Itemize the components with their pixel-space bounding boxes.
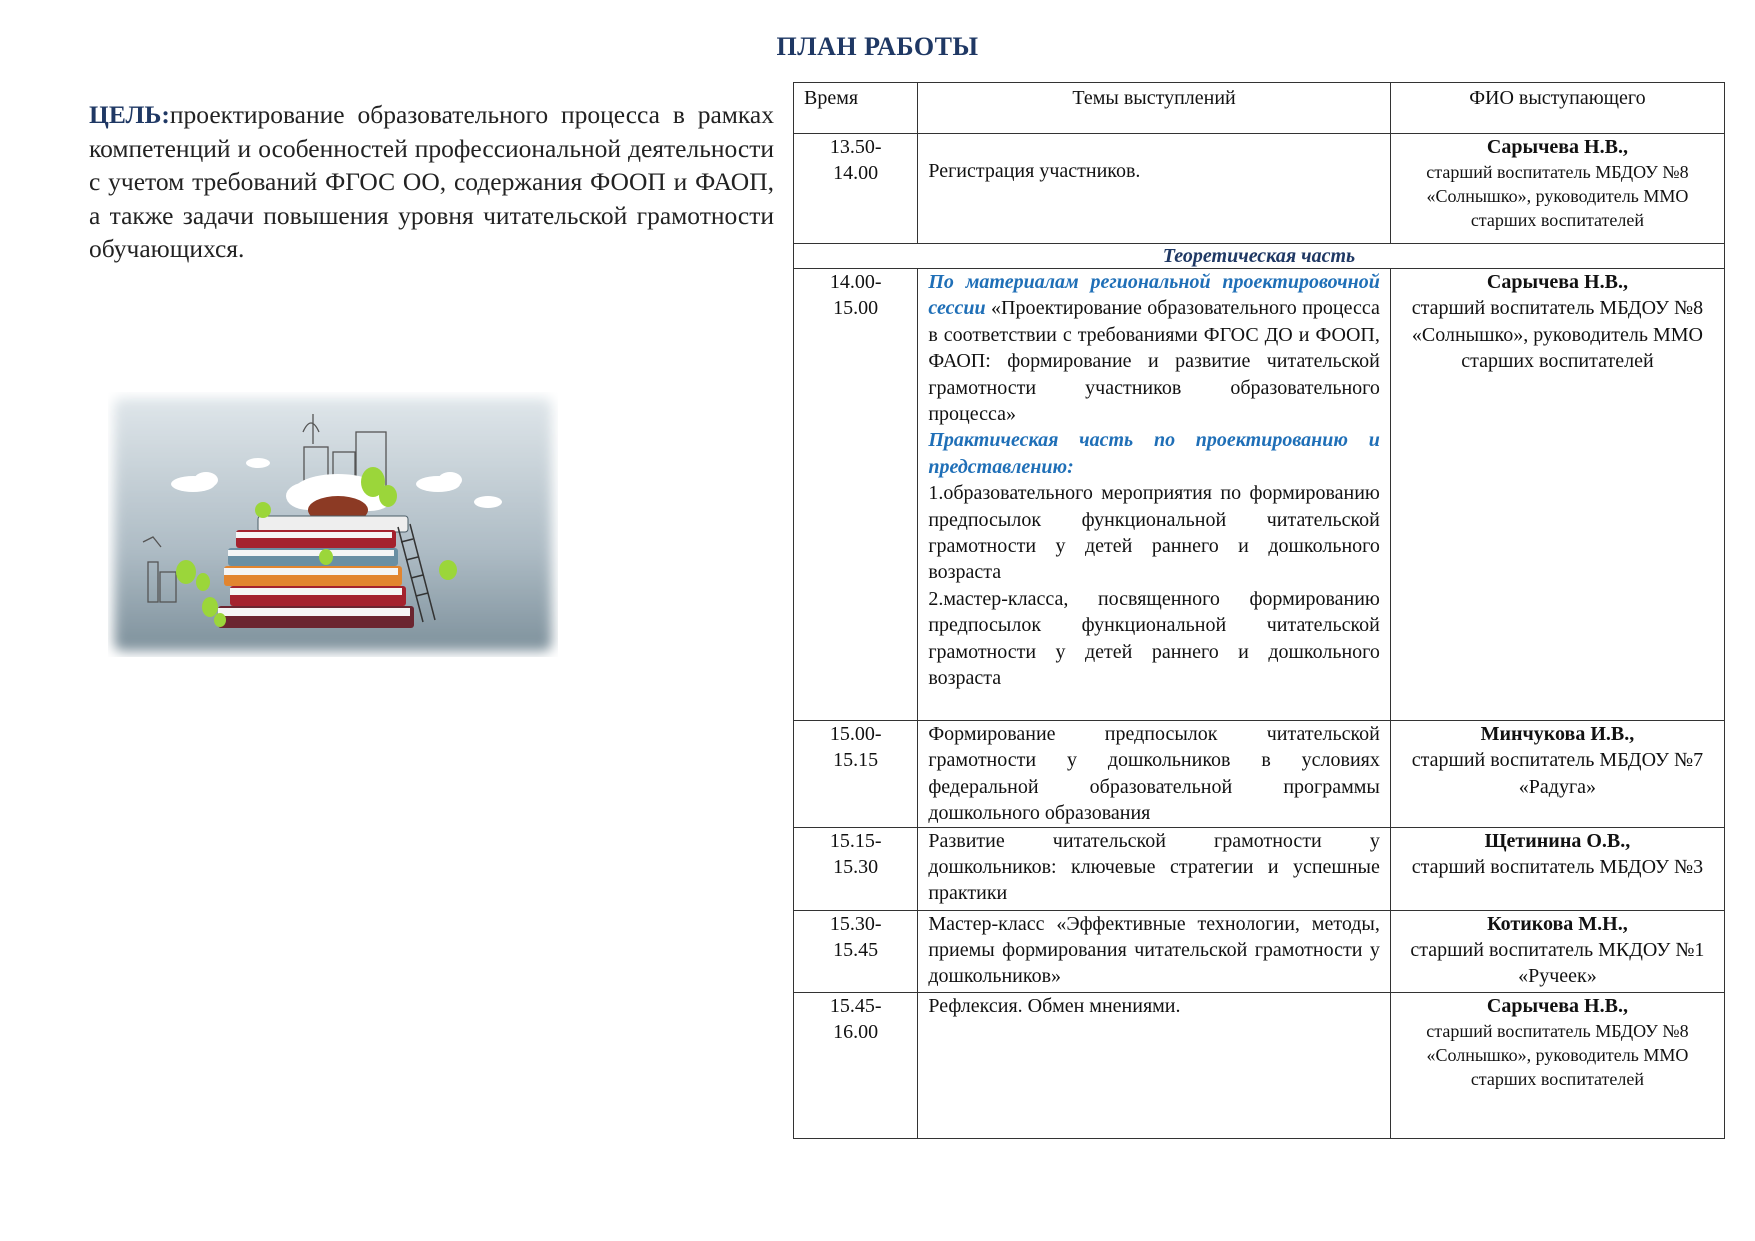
header-time: Время: [794, 83, 918, 134]
speaker-cell: [1390, 910, 1724, 992]
time-end: 15.45: [833, 939, 879, 962]
time-start: 15.45-: [829, 994, 882, 1017]
time-start: 15.00-: [829, 723, 882, 745]
time-end: 16.00: [833, 1021, 879, 1044]
section-title: Теоретическая часть: [794, 244, 1725, 269]
speaker-cell: [1390, 269, 1724, 721]
time-cell: [794, 134, 918, 244]
speaker-name: Сарычева Н.В.,: [1486, 136, 1628, 158]
books-illustration: [108, 392, 558, 657]
time-end: 15.30: [833, 856, 879, 879]
speaker-cell: [1390, 992, 1724, 1138]
time-start: 15.15-: [829, 829, 882, 852]
page-title: ПЛАН РАБОТЫ: [776, 32, 979, 61]
topic-cell: [918, 134, 1391, 244]
table-row: [794, 992, 1725, 1138]
time-start: 15.30-: [829, 912, 882, 935]
schedule-table: [793, 82, 1725, 1139]
topic-cell: Развитие читательской грамотности у дошкольников: ключевые стратегии и успешные практики: [918, 827, 1391, 910]
time-cell: [794, 269, 918, 721]
goal-label: ЦЕЛЬ:: [89, 100, 170, 129]
table-row: [794, 910, 1725, 992]
table-row: [794, 269, 1725, 721]
table-header-row: [794, 83, 1725, 134]
topic-item: 2.мастер-класса, посвященного формированию предпосылок функциональной читательской грамотности у детей раннего и дошкольного возраста: [928, 587, 1380, 690]
topic-cell: [918, 269, 1391, 721]
time-start: 13.50-: [829, 136, 882, 158]
header-topic: Темы выступлений: [918, 83, 1391, 134]
table-row: [794, 827, 1725, 910]
topic-cell: Формирование предпосылок читательской грамотности у дошкольников в условиях федеральной образовательной программы дошкольного образования: [918, 721, 1391, 828]
topic-italic-session: По материалам региональной проектировочной сессии: [928, 271, 1380, 320]
speaker-role: старший воспитатель МБДОУ №7 «Радуга»: [1411, 749, 1704, 798]
time-end: 14.00: [833, 162, 879, 185]
speaker-role: старший воспитатель МКДОУ №1 «Ручеек»: [1410, 939, 1705, 988]
speaker-name: Сарычева Н.В.,: [1486, 271, 1628, 293]
section-row: [794, 244, 1725, 269]
topic-item: 1.образовательного мероприятия по формированию предпосылок функциональной читательской грамотности у детей раннего и дошкольного возраста: [928, 482, 1380, 584]
speaker-cell: [1390, 827, 1724, 910]
table-row: [794, 721, 1725, 828]
speaker-name: Минчукова И.В.,: [1480, 723, 1635, 745]
speaker-name: Щетинина О.В.,: [1484, 829, 1631, 852]
time-cell: [794, 827, 918, 910]
time-cell: [794, 910, 918, 992]
topic-text: «Проектирование образовательного процесса в соответствии с требованиями ФГОС ДО и ФООП, ФАОП: формирование и развитие читательской грамотности участников образовательного процесса»: [928, 297, 1380, 426]
goal-text: проектирование образовательного процесса в рамках компетенций и особенностей профессиональной деятельности с учетом требований ФГОС ОО, содержания ФООП и ФАОП, а также задачи повышения уровня читательской грамотности обучающихся.: [89, 100, 774, 264]
table-row: [794, 134, 1725, 244]
time-end: 15.15: [833, 749, 879, 772]
speaker-role: старший воспитатель МБДОУ №8 «Солнышко», руководитель ММО старших воспитателей: [1426, 1021, 1689, 1090]
speaker-role: старший воспитатель МБДОУ №3: [1411, 856, 1704, 879]
time-cell: [794, 721, 918, 828]
speaker-role: старший воспитатель МБДОУ №8 «Солнышко», руководитель ММО старших воспитателей: [1411, 297, 1704, 373]
speaker-name: Котикова М.Н.,: [1487, 912, 1628, 935]
time-start: 14.00-: [829, 271, 882, 293]
topic-text: Регистрация участников.: [928, 160, 1141, 182]
speaker-cell: [1390, 721, 1724, 828]
time-cell: [794, 992, 918, 1138]
time-end: 15.00: [833, 297, 879, 320]
speaker-role: старший воспитатель МБДОУ №8 «Солнышко», руководитель ММО старших воспитателей: [1426, 162, 1689, 231]
topic-cell: Мастер-класс «Эффективные технологии, методы, приемы формирования читательской грамотности у дошкольников»: [918, 910, 1391, 992]
topic-cell: Рефлексия. Обмен мнениями.: [918, 992, 1391, 1138]
topic-italic-practice: Практическая часть по проектированию и представлению:: [928, 429, 1380, 478]
header-speaker: ФИО выступающего: [1390, 83, 1724, 134]
speaker-cell: [1390, 134, 1724, 244]
speaker-name: Сарычева Н.В.,: [1486, 994, 1628, 1017]
goal-paragraph: [89, 98, 774, 266]
